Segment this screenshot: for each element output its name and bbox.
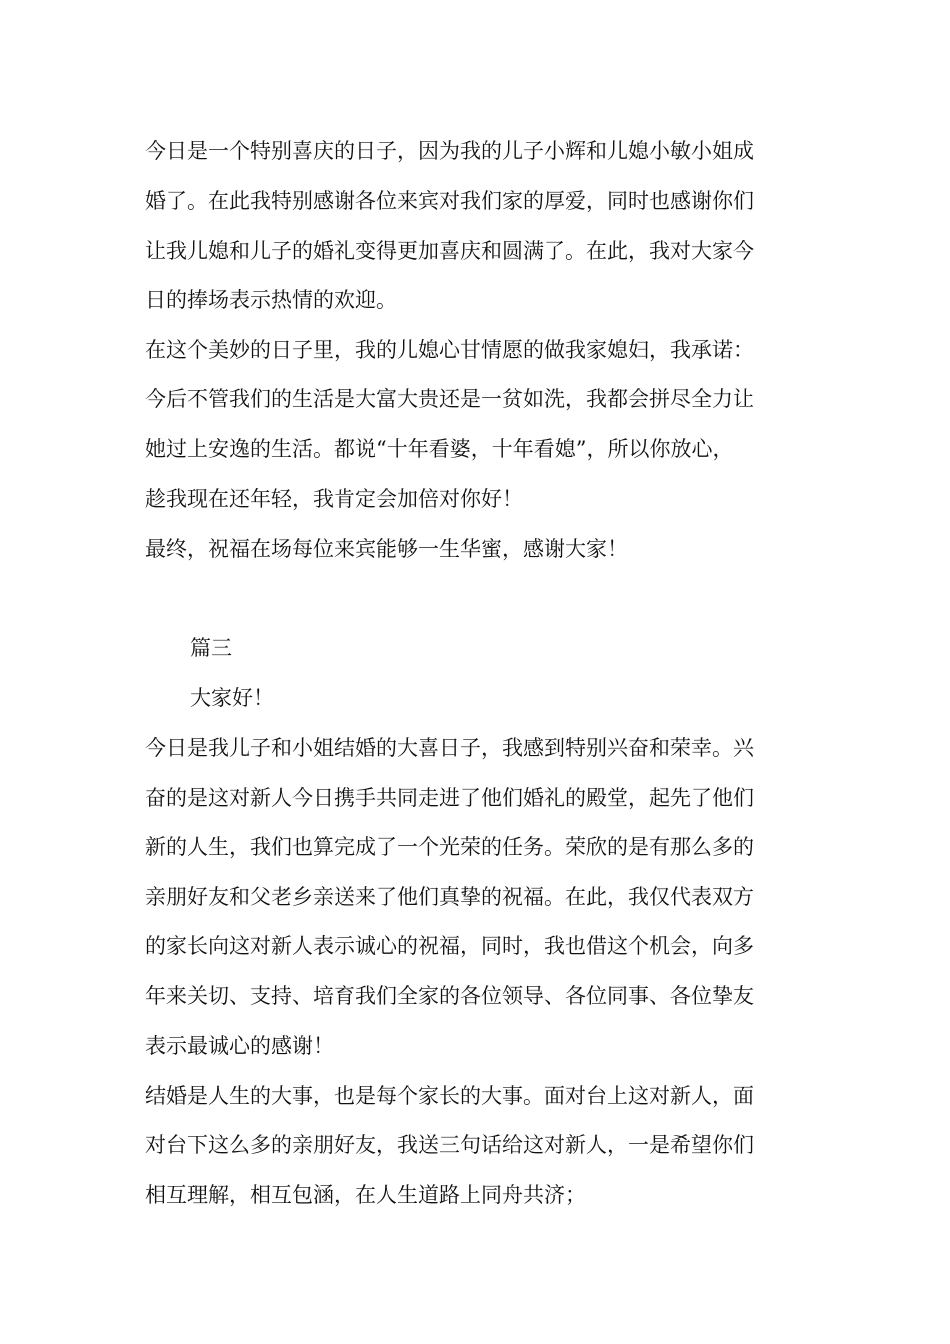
text-line: 今日是一个特别喜庆的日子，因为我的儿子小辉和儿媳小敏小姐成 [145,139,754,163]
text-line: 最终，祝福在场每位来宾能够一生华蜜，感谢大家！ [145,537,628,561]
text-line: 今后不管我们的生活是大富大贵还是一贫如洗，我都会拼尽全力让 [145,387,754,411]
text-line: 奋的是这对新人今日携手共同走进了他们婚礼的殿堂，起先了他们 [145,786,754,810]
text-line: 亲朋好友和父老乡亲送来了他们真挚的祝福。在此，我仅代表双方 [145,885,754,909]
text-line: 今日是我儿子和小姐结婚的大喜日子，我感到特别兴奋和荣幸。兴 [145,736,754,760]
text-line: 让我儿媳和儿子的婚礼变得更加喜庆和圆满了。在此，我对大家今 [145,239,754,263]
text-line: 表示最诚心的感谢！ [145,1034,334,1058]
text-line: 日的捧场表示热情的欢迎。 [145,288,397,312]
text-line: 对台下这么多的亲朋好友，我送三句话给这对新人，一是希望你们 [145,1133,754,1157]
text-line: 的家长向这对新人表示诚心的祝福，同时，我也借这个机会，向多 [145,934,754,958]
text-line: 她过上安逸的生活。都说“十年看婆，十年看媳”，所以你放心， [145,437,734,461]
greeting: 大家好！ [190,686,274,710]
text-line: 趁我现在还年轻，我肯定会加倍对你好！ [145,487,523,511]
text-line: 婚了。在此我特别感谢各位来宾对我们家的厚爱，同时也感谢你们 [145,189,754,213]
text-line: 新的人生，我们也算完成了一个光荣的任务。荣欣的是有那么多的 [145,835,754,859]
text-line: 在这个美妙的日子里，我的儿媳心甘情愿的做我家媳妇，我承诺： [145,338,754,362]
text-line: 年来关切、支持、培育我们全家的各位领导、各位同事、各位挚友 [145,984,754,1008]
text-line: 结婚是人生的大事，也是每个家长的大事。面对台上这对新人，面 [145,1084,754,1108]
section-heading: 篇三 [190,636,232,660]
text-line: 相互理解，相互包涵，在人生道路上同舟共济； [145,1183,586,1207]
